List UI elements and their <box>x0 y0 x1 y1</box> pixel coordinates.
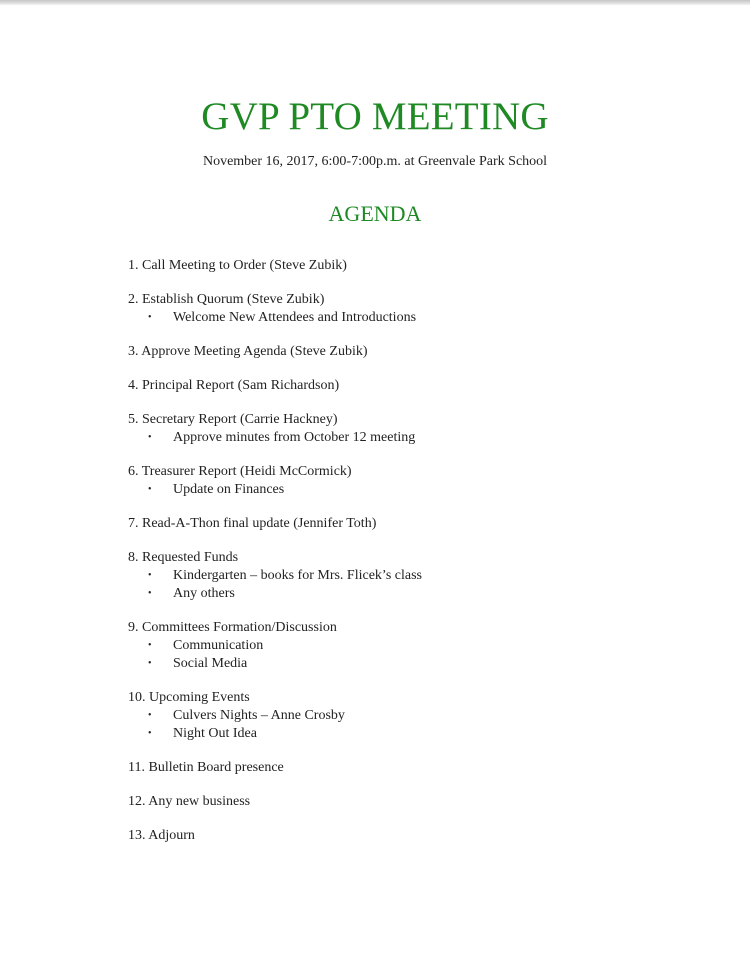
agenda-item: 9. Committees Formation/Discussion <box>128 620 337 635</box>
agenda-subitem <box>148 585 235 603</box>
agenda-item: 10. Upcoming Events <box>128 690 250 705</box>
agenda-subitem-text: Approve minutes from October 12 meeting <box>173 430 416 445</box>
agenda-subitem-text: Any others <box>173 586 235 601</box>
agenda-item: 7. Read-A-Thon final update (Jennifer Toth) <box>128 516 377 531</box>
bullet-icon: • <box>148 484 152 495</box>
agenda-subitem <box>148 637 263 655</box>
meeting-date-location: November 16, 2017, 6:00-7:00p.m. at Greenvale Park School <box>202 154 548 169</box>
agenda-subitem <box>148 481 284 499</box>
agenda-item: 12. Any new business <box>128 794 251 809</box>
agenda-item: 6. Treasurer Report (Heidi McCormick) <box>128 464 352 479</box>
agenda-subitem <box>148 707 345 725</box>
bullet-icon: • <box>148 640 152 651</box>
agenda-subitem-text: Update on Finances <box>173 482 285 497</box>
bullet-icon: • <box>148 728 152 739</box>
agenda-item: 2. Establish Quorum (Steve Zubik) <box>128 292 325 307</box>
agenda-subitem-text: Night Out Idea <box>173 726 257 741</box>
agenda-subitem <box>148 655 247 673</box>
agenda-subitem <box>148 567 422 585</box>
bullet-icon: • <box>148 588 152 599</box>
agenda-subitem-text: Culvers Nights – Anne Crosby <box>173 708 345 723</box>
agenda-subitem-text: Kindergarten – books for Mrs. Flicek’s class <box>173 568 422 583</box>
agenda-item: 1. Call Meeting to Order (Steve Zubik) <box>128 258 347 273</box>
agenda-item: 3. Approve Meeting Agenda (Steve Zubik) <box>128 344 368 359</box>
bullet-icon: • <box>148 710 152 721</box>
agenda-subitem <box>148 725 257 743</box>
agenda-subitem-text: Communication <box>173 638 264 653</box>
agenda-subitem-text: Social Media <box>173 656 248 671</box>
agenda-subitem-text: Welcome New Attendees and Introductions <box>173 310 417 325</box>
agenda-item: 4. Principal Report (Sam Richardson) <box>128 378 340 393</box>
agenda-subitem <box>148 309 416 327</box>
agenda-heading: AGENDA <box>328 201 422 226</box>
agenda-item: 11. Bulletin Board presence <box>128 760 284 775</box>
agenda-item: 13. Adjourn <box>128 828 195 843</box>
bullet-icon: • <box>148 570 152 581</box>
agenda-item: 8. Requested Funds <box>128 550 239 565</box>
page-top-edge <box>0 0 750 5</box>
agenda-subitem <box>148 429 415 447</box>
bullet-icon: • <box>148 432 152 443</box>
bullet-icon: • <box>148 658 152 669</box>
bullet-icon: • <box>148 312 152 323</box>
agenda-item: 5. Secretary Report (Carrie Hackney) <box>128 412 338 427</box>
document-title: GVP PTO MEETING <box>201 95 549 138</box>
